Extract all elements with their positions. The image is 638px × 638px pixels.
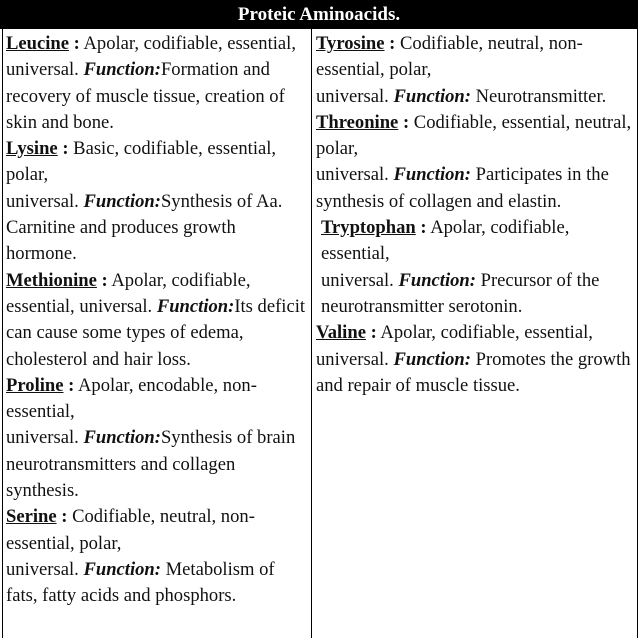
aminoacid-name: Tyrosine <box>316 33 385 54</box>
aminoacid-name: Valine <box>316 322 366 344</box>
aminoacid-name: Serine <box>6 506 57 528</box>
aminoacid-name: Tryptophan <box>321 217 416 239</box>
aminoacid-name: Leucine <box>6 33 70 54</box>
function-text: Its deficit can cause some types of edema, cholesterol and hair loss. <box>6 295 306 370</box>
name-separator: : <box>96 269 108 291</box>
aminoacid-name: Proline <box>6 374 64 396</box>
table-title: Proteic Aminoacids. <box>0 0 638 29</box>
function-text: Synthesis of brain neurotransmitters and collagen synthesis. <box>6 427 296 502</box>
aminoacid-properties: Apolar, codifiable, essential, <box>376 322 593 344</box>
function-label: Function: <box>83 59 161 81</box>
function-label: Function: <box>393 85 471 107</box>
entry-tryptophan <box>316 215 634 320</box>
function-text: Metabolism of fats, fatty acids and phosphors. <box>6 558 275 607</box>
aminoacid-properties: Codifiable, neutral, non-essential, polar, <box>316 33 583 81</box>
entry-tyrosine <box>316 31 634 110</box>
function-text: Formation and recovery of muscle tissue, creation of skin and bone. <box>6 59 285 133</box>
function-text: Promotes the growth and repair of muscle tissue. <box>316 348 631 396</box>
universal-label: universal. <box>316 164 389 186</box>
aminoacid-properties: Basic, codifiable, essential, polar, <box>6 138 277 186</box>
name-separator: : <box>415 217 427 239</box>
aminoacid-properties: Apolar, codifiable, essential, <box>6 269 251 317</box>
function-label: Function: <box>83 558 161 580</box>
entry-proline <box>6 373 308 504</box>
left-column <box>6 31 308 610</box>
name-separator: : <box>56 506 68 528</box>
function-label: Function: <box>83 427 161 449</box>
entry-lysine <box>6 136 308 267</box>
universal-label: universal. <box>321 269 394 291</box>
function-text: Synthesis of Aa. Carnitine and produces growth hormone. <box>6 190 283 265</box>
universal-label: universal. <box>6 427 79 449</box>
universal-label: universal. <box>316 85 389 107</box>
name-separator: : <box>69 33 80 54</box>
aminoacid-properties: Codifiable, neutral, non-essential, polar, <box>6 506 255 554</box>
entry-methionine <box>6 268 308 373</box>
entry-threonine <box>316 110 634 215</box>
aminoacid-properties: Codifiable, essential, neutral, polar, <box>316 111 632 160</box>
entry-leucine <box>6 31 308 136</box>
function-label: Function: <box>393 348 471 370</box>
universal-label: universal. <box>79 295 153 317</box>
function-text: Precursor of the neurotransmitter serotonin. <box>321 269 600 317</box>
function-label: Function: <box>393 164 471 186</box>
aminoacid-name: Threonine <box>316 111 399 133</box>
name-separator: : <box>384 33 396 54</box>
function-text: Participates in the synthesis of collagen and elastin. <box>316 164 609 212</box>
function-text: Neurotransmitter. <box>470 85 607 107</box>
universal-label: universal. <box>6 59 79 81</box>
universal-label: universal. <box>316 348 389 370</box>
aminoacid-name: Lysine <box>6 138 58 160</box>
function-label: Function: <box>83 190 161 212</box>
name-separator: : <box>398 111 410 133</box>
aminoacid-properties: Apolar, codifiable, essential, <box>79 33 296 54</box>
universal-label: universal. <box>6 558 79 580</box>
name-separator: : <box>365 322 377 344</box>
right-column <box>316 31 634 399</box>
name-separator: : <box>63 374 75 396</box>
universal-label: universal. <box>6 190 79 212</box>
entry-serine <box>6 504 308 609</box>
entry-valine <box>316 320 634 399</box>
aminoacid-properties: Apolar, codifiable, essential, <box>321 217 570 265</box>
aminoacid-name: Methionine <box>6 269 97 291</box>
name-separator: : <box>57 138 69 160</box>
function-label: Function: <box>398 269 476 291</box>
aminoacid-properties: Apolar, encodable, non-essential, <box>6 374 257 423</box>
function-label: Function: <box>156 295 235 317</box>
column-divider <box>311 29 312 638</box>
aminoacid-table <box>2 29 638 638</box>
